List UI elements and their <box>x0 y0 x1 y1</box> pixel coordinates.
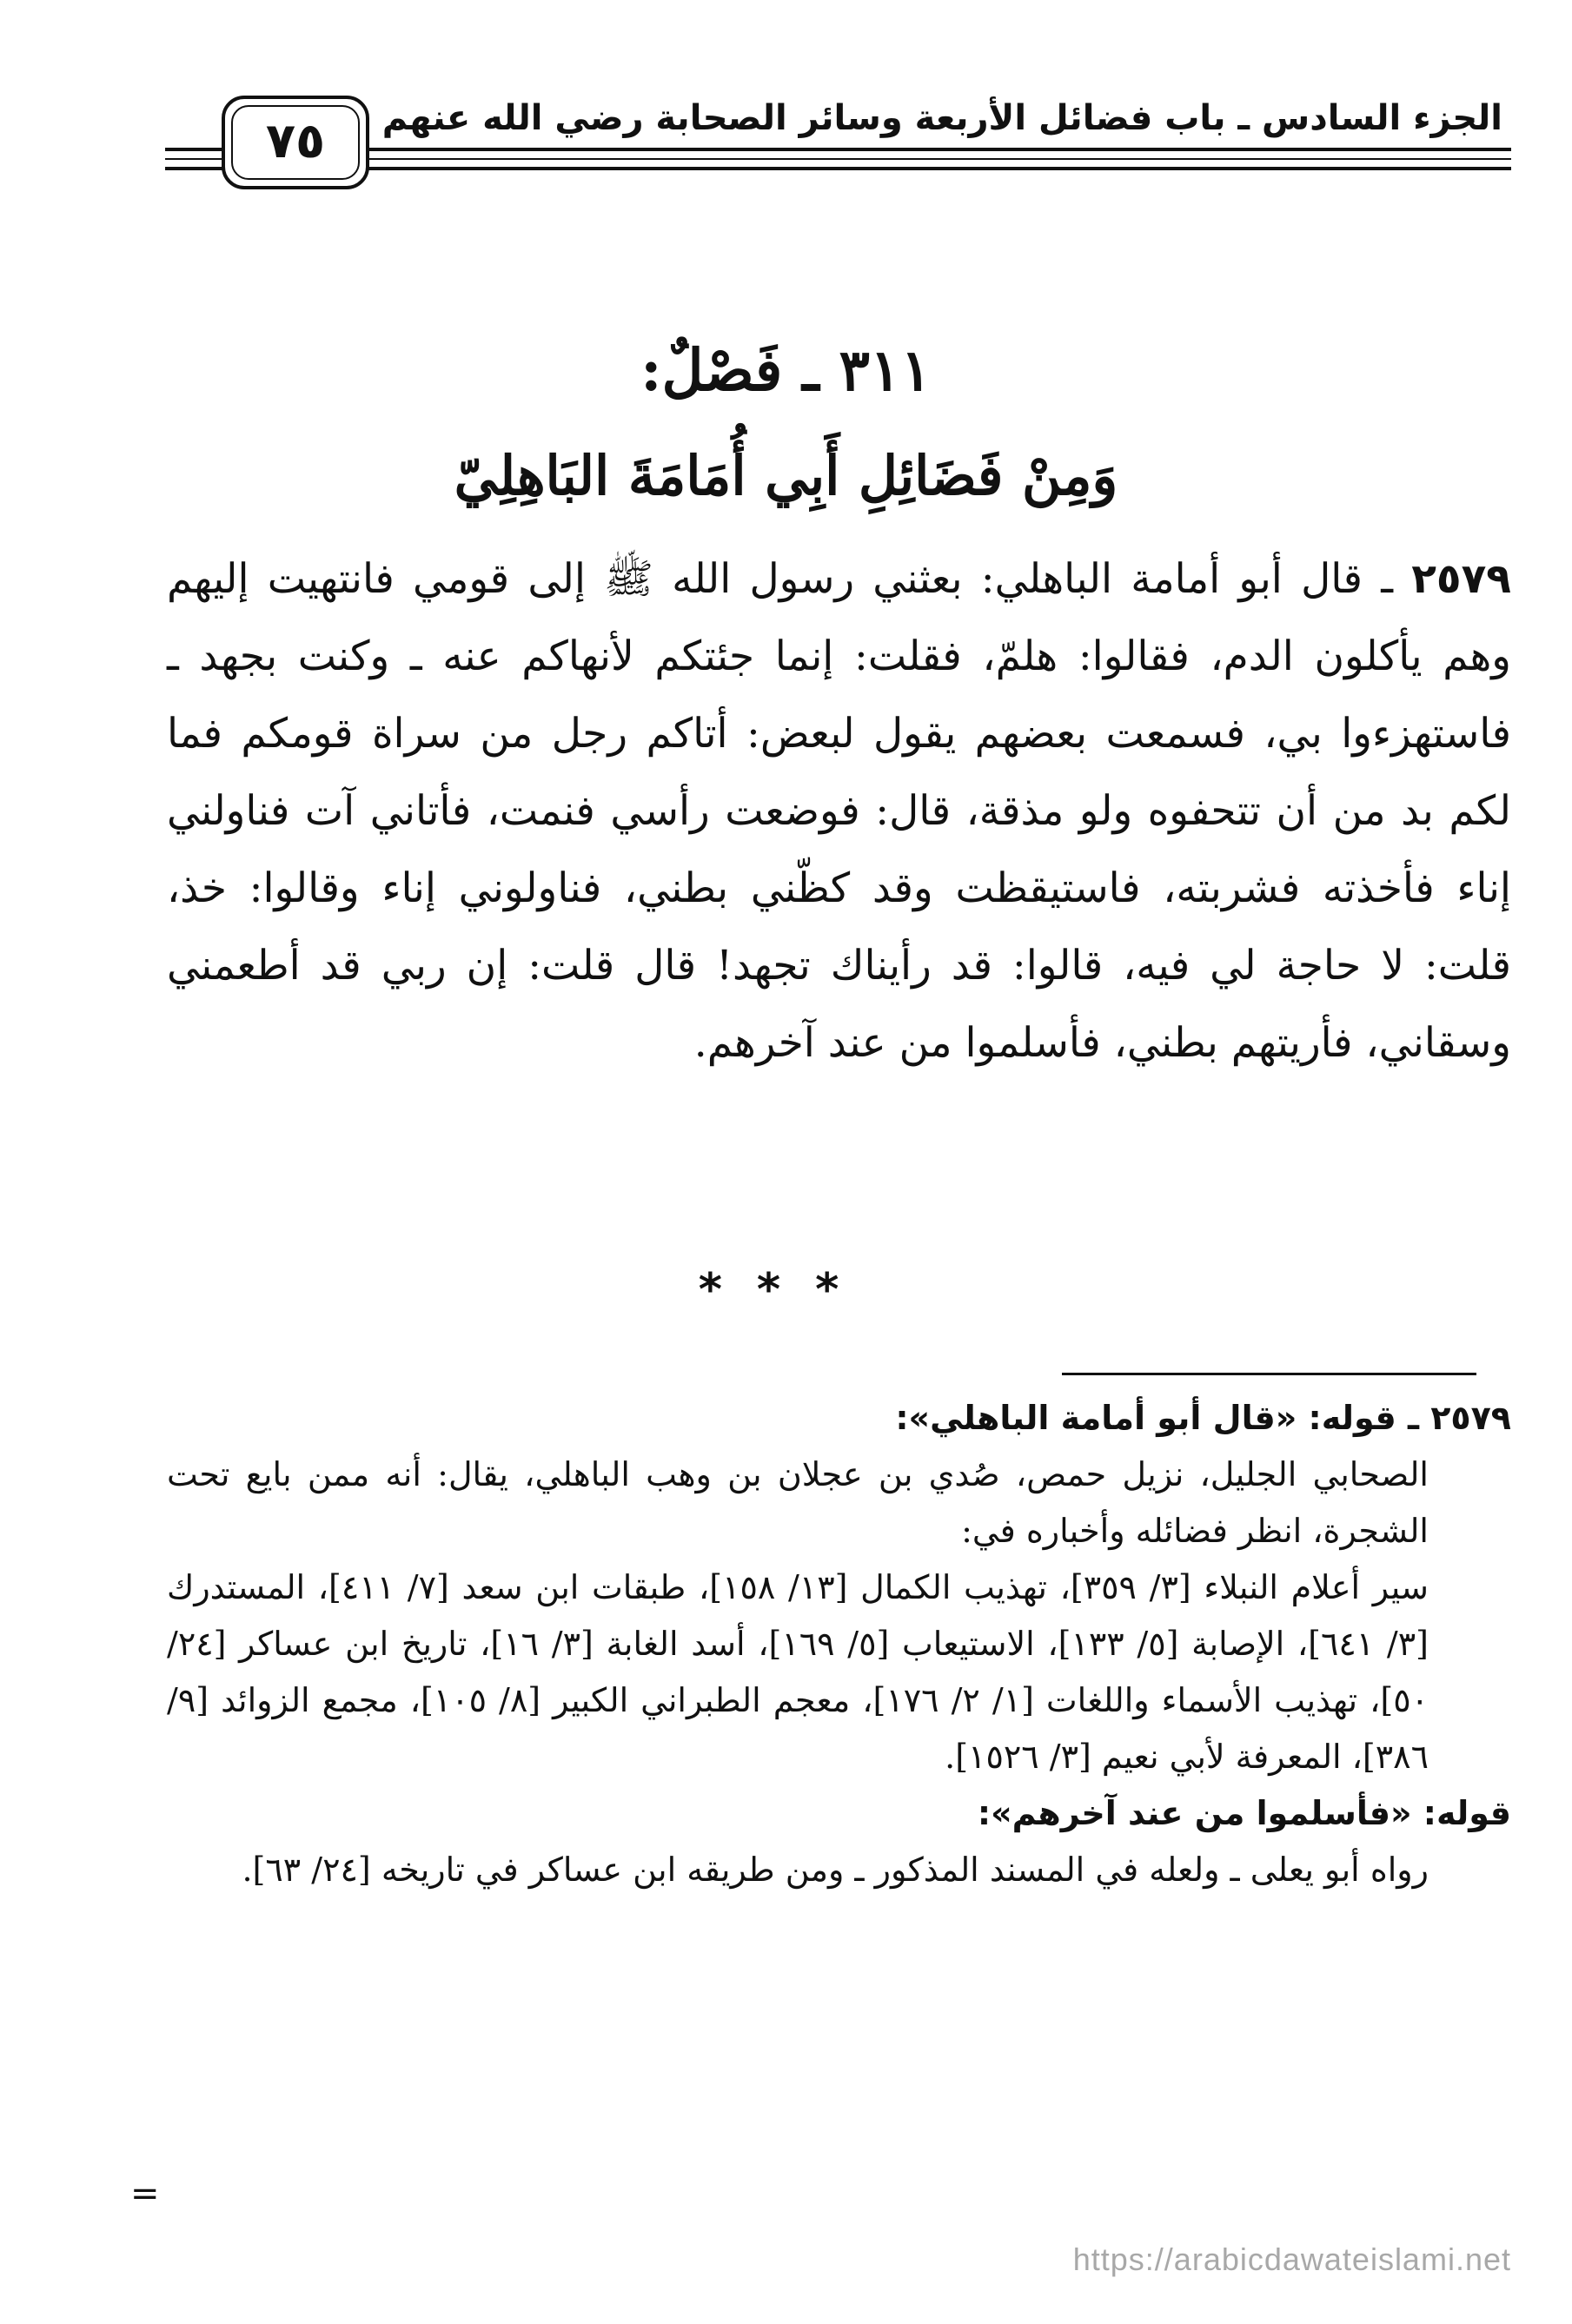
hadith-number: ٢٥٧٩ <box>1411 555 1511 603</box>
page-number-frame <box>222 96 369 189</box>
watermark-url: https://arabicdawateislami.net <box>1072 2241 1511 2277</box>
footnote-heading: ٢٥٧٩ ـ قوله: «قال أبو أمامة الباهلي»: <box>895 1399 1511 1437</box>
hadith-body: ـ قال أبو أمامة الباهلي: بعثني رسول الله ﷺ إلى قومي فانتهيت إليهم وهم يأكلون الدم، فقالوا: هلمّ، فقلت: إنما جئتكم لأنهاكم عنه ـ وكنت بجهد ـ فاستهزءوا بي، فسمعت بعضهم يقول لبعض: أتاكم رجل من سراة قومكم فما لكم بد من أن تتحفوه ولو مذقة، قال: فوضعت رأسي فنمت، فأتاني آت فناولني إناء فأخذته فشربته، فاستيقظت وقد كظّني بطني، فناولوني إناء وقالوا: خذ، قلت: لا حاجة لي فيه، قالوا: قد رأيناك تجهد! قال قلت: إن ربي قد أطعمني وسقاني، فأريتهم بطني، فأسلموا من عند آخرهم. <box>167 555 1511 1067</box>
page-number: ٧٥ <box>265 113 326 169</box>
asterism-separator: *** <box>698 1264 874 1316</box>
footnote-paragraph: الصحابي الجليل، نزيل حمص، صُدي بن عجلان بن وهب الباهلي، يقال: أنه ممن بايع تحت الشجرة، انظر فضائله وأخباره في: <box>167 1455 1429 1550</box>
footnotes <box>167 1390 1511 1898</box>
continuation-mark: = <box>130 2174 160 2214</box>
footnote-paragraph: رواه أبو يعلى ـ ولعله في المسند المذكور ـ ومن طريقه ابن عساكر في تاريخه [٢٤/ ٦٣]. <box>242 1851 1429 1889</box>
section-number: ٣١١ ـ فَصْلٌ: <box>640 336 932 404</box>
hadith-text-block <box>167 540 1511 1082</box>
footnote-heading: قوله: «فأسلموا من عند آخرهم»: <box>977 1794 1511 1832</box>
running-title: الجزء السادس ـ باب فضائل الأربعة وسائر الصحابة رضي الله عنهم <box>381 98 1502 138</box>
footnote-references: سير أعلام النبلاء [٣/ ٣٥٩]، تهذيب الكمال [١٣/ ١٥٨]، طبقات ابن سعد [٧/ ٤١١]، المستدرك [٣/ ٦٤١]، الإصابة [٥/ ١٣٣]، الاستيعاب [٥/ ١٦٩]، أسد الغابة [٣/ ١٦]، تاريخ ابن عساكر [٢٤/ ٥٠]، تهذيب الأسماء واللغات [١/ ٢/ ١٧٦]، معجم الطبراني الكبير [٨/ ١٠٥]، مجمع الزوائد [٩/ ٣٨٦]، المعرفة لأبي نعيم [٣/ ١٥٢٦]. <box>167 1568 1429 1776</box>
section-title: وَمِنْ فَضَائِلِ أَبِي أُمَامَةَ البَاهِلِيّ <box>454 444 1118 507</box>
footnote-body <box>167 1842 1511 1898</box>
footnote-rule <box>1062 1373 1476 1375</box>
footnote-body <box>167 1447 1511 1785</box>
